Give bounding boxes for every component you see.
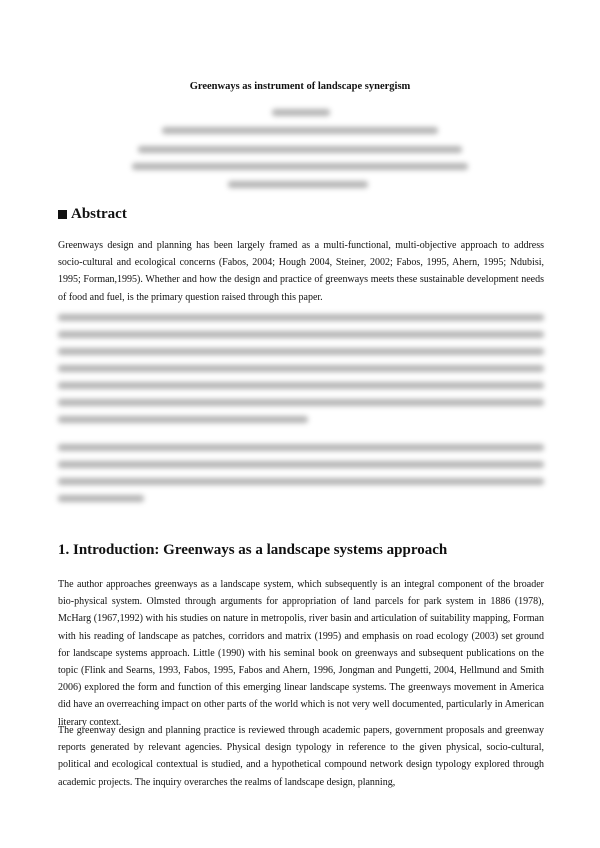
abstract-redacted-line	[58, 478, 544, 485]
author-address-redacted	[132, 163, 468, 170]
abstract-redacted-line	[58, 348, 544, 355]
abstract-redacted-line	[58, 416, 308, 423]
author-name-redacted	[272, 109, 330, 116]
author-affiliation-redacted	[162, 127, 438, 134]
abstract-redacted-line	[58, 495, 144, 502]
introduction-heading: 1. Introduction: Greenways as a landscape systems approach	[58, 542, 448, 558]
abstract-heading-label: Abstract	[71, 206, 127, 222]
abstract-redacted-line	[58, 331, 544, 338]
abstract-heading	[58, 206, 127, 223]
square-bullet-icon	[58, 210, 67, 219]
author-affiliation-redacted	[138, 146, 462, 153]
abstract-redacted-line	[58, 314, 544, 321]
abstract-redacted-line	[58, 444, 544, 451]
abstract-paragraph: Greenways design and planning has been largely framed as a multi-functional, multi-objective approach to address socio-cultural and ecological concerns (Fabos, 2004; Hough 2004, Steiner, 2002; Fabos, 1995, Ahern, 1995; Ndubisi, 1995; Forman,1995). Whether and how the design and practice of greenways meets these sustainable development needs of food and fuel, is the primary question raised through this paper.	[58, 240, 544, 303]
abstract-redacted-line	[58, 382, 544, 389]
paper-title: Greenways as instrument of landscape synergism	[189, 81, 411, 92]
abstract-redacted-line	[58, 399, 544, 406]
introduction-paragraph-2: The greenway design and planning practice is reviewed through academic papers, government proposals and greenway reports generated by relevant agencies. Physical design typology in reference to the given physical, socio-cultural, political and ecological contextual is studied, and a hypothetical compound network design typology explored through academic projects. The inquiry overarches the realms of landscape design, planning,	[58, 725, 544, 788]
introduction-paragraph-1: The author approaches greenways as a landscape system, which subsequently is an integral component of the broader bio-physical system. Olmsted through arguments for appropriation of land parcels for park system in 1886 (1978), McHarg (1967,1992) with his studies on nature in metropolis, river basin and articulation of suitability mapping, Forman with his reading of landscape as patches, corridors and matrix (1995) and emphasis on road ecology (2003) set ground for landscape systems approach. Little (1990) with his seminal book on greenways and subsequent publications on the topic (Flink and Searns, 1993, Fabos, 1995, Fabos and Ahern, 1996, Jongman and Pungetti, 2004, Hellmund and Smith 2006) explored the form and function of this emerging linear landscape systems. The greenways movement in America did have an overreaching impact on other parts of the world which is not very well documented, particularly in American literary context.	[58, 579, 544, 728]
abstract-redacted-line	[58, 365, 544, 372]
abstract-redacted-line	[58, 461, 544, 468]
author-email-redacted	[228, 181, 368, 188]
